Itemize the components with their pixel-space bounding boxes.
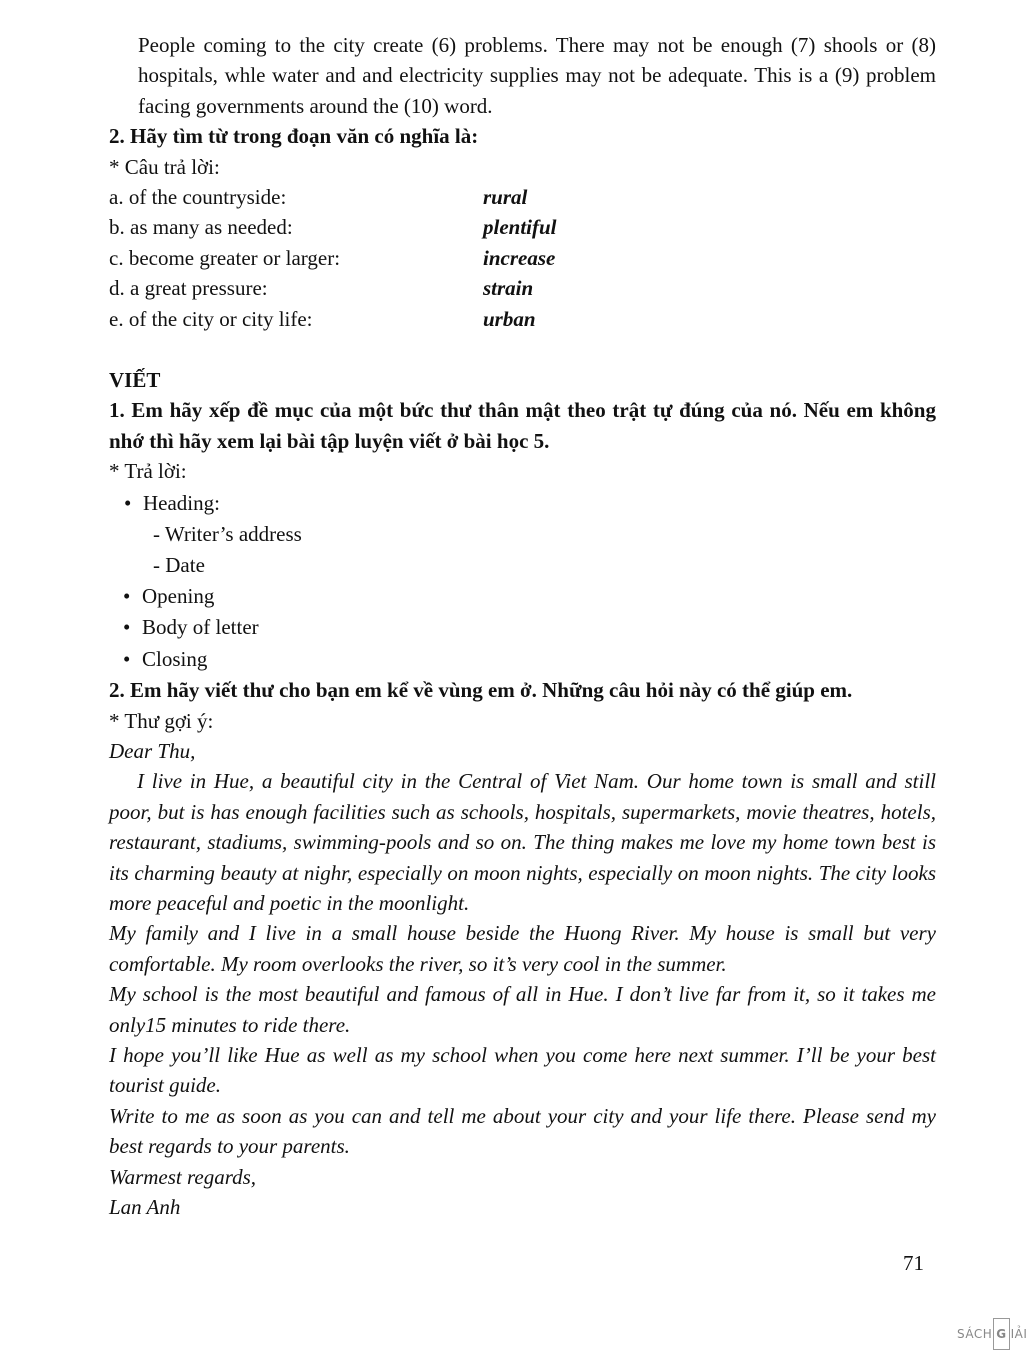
page-number: 71	[903, 1251, 924, 1275]
bullet-icon: •	[124, 490, 132, 515]
bullet-icon: •	[123, 646, 131, 671]
vocab-answer: strain	[483, 276, 534, 301]
sub-item: - Date	[153, 552, 205, 577]
letter-paragraph: I hope you’ll like Hue as well as my school when you come here next summer. I’ll be your best tourist guide.	[109, 1043, 936, 1098]
writing-question-1: 1. Em hãy xếp đề mục của một bức thư thân mật theo trật tự đúng của nó. Nếu em không nhớ thì hãy xem lại bài tập luyện viết ở bài học 5.	[109, 398, 936, 453]
vocab-answer: increase	[483, 245, 556, 270]
suggestion-label: * Thư gợi ý:	[109, 708, 214, 733]
list-item	[109, 612, 936, 642]
vocab-item	[109, 212, 936, 242]
watermark-text-left: SÁCH	[957, 1327, 993, 1341]
list-item-heading	[109, 488, 936, 518]
list-item	[109, 644, 936, 674]
vocab-definition: b. as many as needed:	[109, 215, 293, 240]
vocab-definition: a. of the countryside:	[109, 185, 287, 210]
vocab-answer: plentiful	[483, 215, 557, 240]
vocab-list	[109, 182, 936, 334]
watermark-box-letter: G	[993, 1318, 1009, 1350]
watermark-logo	[957, 1318, 1027, 1350]
letter-closing: Warmest regards,	[109, 1164, 257, 1189]
letter-greeting: Dear Thu,	[109, 738, 196, 763]
list-item-label: Closing	[142, 646, 208, 671]
vocab-definition: e. of the city or city life:	[109, 306, 313, 331]
passage-ending: People coming to the city create (6) problems. There may not be enough (7) shools or (8) hospitals, whle water and and electricity supplies may not be adequate. This is a (9) problem facing governments around the (10) word.	[138, 33, 936, 118]
vocab-item	[109, 243, 936, 273]
bullet-icon: •	[123, 615, 131, 640]
letter-paragraph: My school is the most beautiful and famous of all in Hue. I don’t live far from it, so it takes me only15 minutes to ride there.	[109, 982, 936, 1037]
list-item-label: Heading:	[143, 490, 220, 515]
sub-item: - Writer’s address	[153, 522, 302, 547]
vocab-definition: c. become greater or larger:	[109, 245, 341, 270]
spacer	[109, 334, 936, 365]
letter-paragraph: Write to me as soon as you can and tell me about your city and your life there. Please send my best regards to your parents.	[109, 1103, 936, 1159]
bullet-icon: •	[123, 583, 131, 608]
answer-label: * Trả lời:	[109, 459, 187, 484]
vocab-answer: rural	[483, 185, 528, 210]
sample-letter	[109, 736, 936, 1223]
watermark-text-right: IẢI	[1010, 1327, 1027, 1341]
list-item-label: Body of letter	[142, 615, 259, 640]
vocab-answer: urban	[483, 306, 536, 331]
list-item-label: Opening	[142, 583, 215, 608]
vocab-item	[109, 273, 936, 303]
vocab-item	[109, 182, 936, 212]
letter-paragraph: I live in Hue, a beautiful city in the Central of Viet Nam. Our home town is small and still poor, but is has enough facilities such as schools, hospitals, supermarkets, movie theatres, hotels, restaurant, stadiums, swimming-pools and so on. The thing makes me love my home town best is its charming beauty at nighr, especially on moon nights, especially on moon nights. The city looks more peaceful and poetic in the moonlight.	[109, 769, 936, 915]
answer-label: * Câu trả lời:	[109, 154, 220, 179]
letter-signature: Lan Anh	[109, 1195, 181, 1220]
list-item	[109, 581, 936, 611]
question-2-title: 2. Hãy tìm từ trong đoạn văn có nghĩa là:	[109, 124, 479, 149]
vocab-item	[109, 304, 936, 334]
vocab-definition: d. a great pressure:	[109, 276, 268, 301]
writing-question-2: 2. Em hãy viết thư cho bạn em kể về vùng em ở. Những câu hỏi này có thể giúp em.	[109, 678, 853, 703]
section-heading: VIẾT	[109, 368, 161, 393]
letter-paragraph: My family and I live in a small house beside the Huong River. My house is small but very comfortable. My room overlooks the river, so it’s very cool in the summer.	[109, 921, 936, 976]
document-page	[109, 30, 936, 1222]
